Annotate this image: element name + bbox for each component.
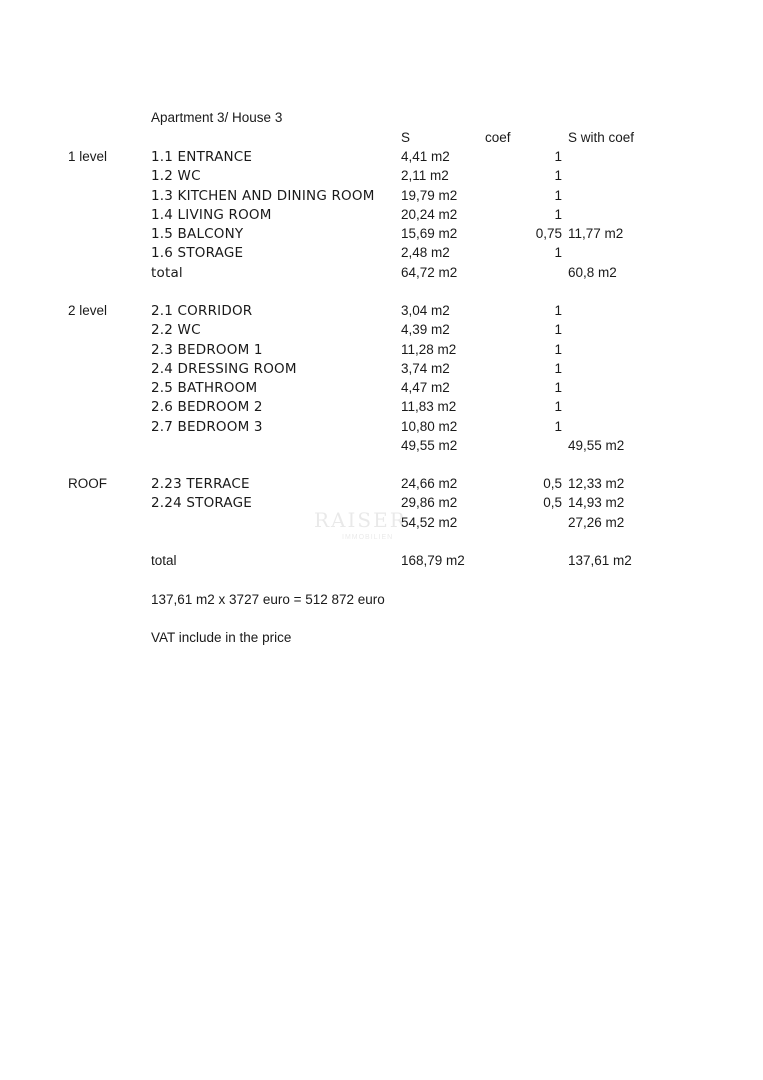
room-name: 2.1 CORRIDOR — [151, 303, 253, 319]
room-area: 4,39 m2 — [401, 322, 450, 338]
grand-total-s-with-coef: 137,61 m2 — [568, 553, 632, 568]
room-area: 24,66 m2 — [401, 476, 458, 491]
price-calculation: 137,61 m2 x 3727 euro = 512 872 euro — [151, 592, 385, 607]
room-name: 2.3 BEDROOM 1 — [151, 341, 263, 358]
room-name: 2.6 BEDROOM 2 — [151, 399, 263, 416]
room-name: 2.5 BATHROOM — [151, 380, 258, 396]
header-s-with-coef: S with coef — [568, 130, 635, 145]
watermark-sub-text: IMMOBILIEN — [342, 534, 394, 541]
room-area: 19,79 m2 — [401, 187, 458, 203]
room-coef: 1 — [554, 187, 562, 203]
room-name: 1.1 ENTRANCE — [151, 149, 253, 165]
room-area: 2,11 m2 — [401, 168, 449, 184]
room-area: 2,48 m2 — [401, 245, 450, 261]
room-coef: 1 — [554, 322, 562, 338]
section-total-area-with-coef: 27,26 m2 — [568, 514, 625, 530]
room-area: 3,04 m2 — [401, 303, 450, 318]
grand-total-s: 168,79 m2 — [401, 553, 465, 568]
room-name: 2.7 BEDROOM 3 — [151, 418, 263, 435]
document-title: Apartment 3/ House 3 — [151, 110, 283, 125]
room-coef: 1 — [554, 303, 562, 318]
room-coef: 1 — [554, 168, 562, 184]
header-coef: coef — [485, 130, 511, 145]
room-name: 1.4 LIVING ROOM — [151, 206, 272, 223]
section-total-label: total — [151, 264, 183, 281]
room-coef: 1 — [554, 399, 562, 415]
room-coef: 0,75 — [535, 226, 562, 241]
room-name: 1.3 KITCHEN AND DINING ROOM — [151, 187, 375, 204]
room-coef: 1 — [554, 245, 562, 261]
room-coef: 1 — [554, 418, 562, 434]
section-label: ROOF — [68, 476, 107, 491]
room-name: 1.2 WC — [151, 168, 201, 185]
room-coef: 1 — [554, 341, 562, 357]
section-total-area: 49,55 m2 — [401, 437, 458, 453]
section-label: 2 level — [68, 303, 108, 318]
section-total-area-with-coef: 49,55 m2 — [568, 437, 625, 453]
room-name: 1.5 BALCONY — [151, 226, 244, 242]
room-area: 11,28 m2 — [401, 341, 457, 357]
room-area: 11,83 m2 — [401, 399, 457, 415]
grand-total-label: total — [151, 553, 177, 568]
room-area: 4,47 m2 — [401, 380, 450, 395]
room-area-with-coef: 12,33 m2 — [568, 476, 625, 491]
section-total-area: 64,72 m2 — [401, 264, 458, 280]
room-area: 4,41 m2 — [401, 149, 450, 164]
room-area: 10,80 m2 — [401, 418, 458, 434]
watermark-main-text: RAISER — [314, 508, 407, 532]
room-name: 2.2 WC — [151, 322, 201, 339]
room-area: 15,69 m2 — [401, 226, 458, 241]
room-coef: 1 — [554, 380, 562, 395]
room-area: 3,74 m2 — [401, 360, 450, 376]
room-name: 2.23 TERRACE — [151, 476, 250, 492]
room-coef: 1 — [554, 206, 562, 222]
room-coef: 1 — [554, 360, 562, 376]
section-label: 1 level — [68, 149, 108, 164]
room-name: 2.4 DRESSING ROOM — [151, 360, 297, 377]
room-name: 2.24 STORAGE — [151, 495, 253, 512]
section-total-area: 54,52 m2 — [401, 514, 458, 530]
header-s: S — [401, 130, 411, 145]
room-coef: 1 — [554, 149, 562, 164]
room-name: 1.6 STORAGE — [151, 245, 244, 262]
room-area-with-coef: 11,77 m2 — [568, 226, 624, 241]
room-area: 29,86 m2 — [401, 495, 458, 511]
watermark-logo — [314, 508, 412, 550]
room-coef: 0,5 — [543, 476, 562, 491]
section-total-area-with-coef: 60,8 m2 — [568, 264, 617, 280]
room-area: 20,24 m2 — [401, 206, 458, 222]
room-area-with-coef: 14,93 m2 — [568, 495, 625, 511]
room-coef: 0,5 — [543, 495, 562, 511]
vat-note: VAT include in the price — [151, 630, 292, 645]
